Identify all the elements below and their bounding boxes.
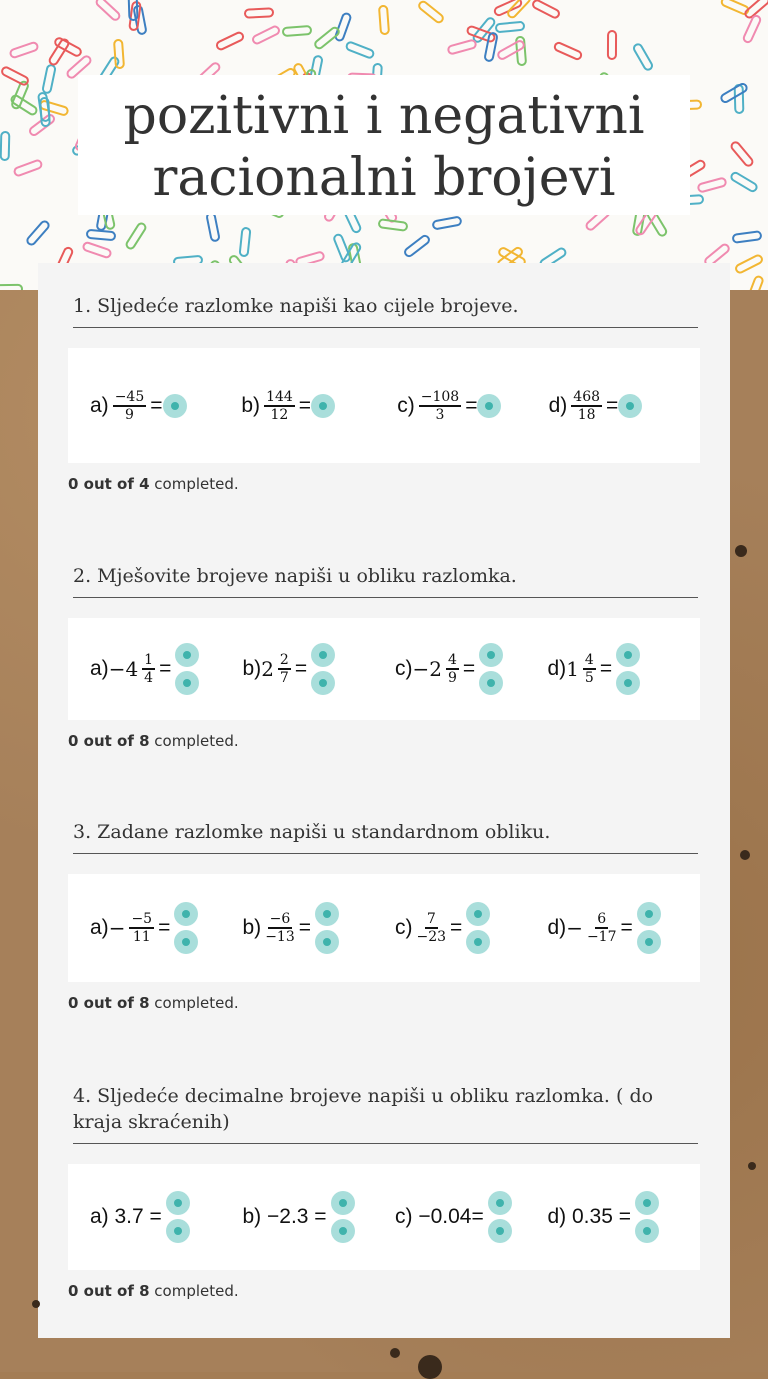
paperclip-icon	[250, 24, 281, 46]
denominator: −23	[416, 929, 447, 945]
question-1: 1. Sljedeće razlomke napiši kao cijele brojeve.	[73, 293, 698, 328]
numerator: 6	[597, 911, 607, 927]
paperclip-icon	[41, 64, 57, 95]
status-text: completed.	[149, 1282, 239, 1300]
numerator-answer-hotspot[interactable]	[635, 1191, 659, 1215]
numerator: 468	[573, 388, 601, 405]
denominator-answer-hotspot[interactable]	[616, 671, 640, 695]
paperclip-icon	[345, 40, 377, 60]
paperclip-icon	[128, 0, 139, 21]
paperclip-icon	[8, 40, 40, 59]
problem-label: c)	[395, 657, 413, 680]
numerator: 144	[266, 388, 293, 405]
paperclip-icon	[244, 7, 274, 19]
problem-label: b)	[241, 393, 261, 417]
fraction	[587, 911, 617, 945]
problem-label: b) −2.3 =	[242, 1205, 327, 1228]
numerator-answer-hotspot[interactable]	[637, 902, 661, 926]
question-4: 4. Sljedeće decimalne brojeve napiši u obliku razlomka. ( do kraja skraćenih)	[73, 1083, 698, 1144]
equals-sign: =	[159, 657, 172, 680]
whole-part: −2	[412, 657, 442, 681]
paperclip-icon	[607, 30, 617, 60]
completion-status	[68, 1282, 730, 1300]
cork-spot	[390, 1348, 400, 1358]
cork-spot	[740, 850, 750, 860]
fraction	[265, 911, 295, 945]
problem-item	[548, 1191, 693, 1243]
section-2	[38, 563, 730, 750]
completion-status	[68, 994, 730, 1012]
problem-item	[397, 389, 540, 423]
denominator-answer-hotspot[interactable]	[174, 930, 198, 954]
problem-label: a)	[90, 393, 109, 417]
fraction	[142, 652, 155, 686]
problem-image-1	[68, 348, 700, 463]
numerator: 7	[426, 911, 436, 927]
answer-hotspot[interactable]	[311, 394, 335, 418]
answer-hotspots	[637, 902, 661, 954]
whole-part: −	[108, 916, 126, 940]
whole-part: −	[566, 916, 583, 940]
whole-part: −4	[108, 657, 139, 681]
problem-label: d) 0.35 =	[547, 1205, 631, 1228]
paperclip-icon	[447, 38, 479, 56]
denominator-answer-hotspot[interactable]	[166, 1219, 190, 1243]
problem-item	[395, 643, 540, 695]
status-text: completed.	[149, 994, 239, 1012]
paperclip-icon	[205, 212, 221, 243]
denominator-answer-hotspot[interactable]	[175, 671, 199, 695]
numerator-answer-hotspot[interactable]	[175, 643, 199, 667]
numerator: −6	[269, 911, 291, 927]
equals-sign: =	[158, 916, 171, 939]
answer-hotspots	[488, 1191, 512, 1243]
answer-hotspots	[315, 902, 339, 954]
completion-status	[68, 475, 730, 493]
answer-hotspots	[166, 1191, 190, 1243]
numerator-answer-hotspot[interactable]	[174, 902, 198, 926]
question-2: 2. Mješovite brojeve napiši u obliku razlomka.	[73, 563, 698, 598]
cork-spot	[735, 545, 747, 557]
paperclip-icon	[0, 284, 23, 290]
paperclip-icon	[731, 230, 762, 244]
paperclip-icon	[37, 91, 51, 122]
problem-image-2	[68, 618, 700, 720]
status-count: 0 out of 8	[68, 732, 150, 750]
denominator: −17	[586, 929, 617, 945]
question-3: 3. Zadane razlomke napiši u standardnom obliku.	[73, 819, 698, 854]
paperclip-icon	[728, 170, 759, 194]
equals-sign: =	[150, 393, 163, 417]
denominator-answer-hotspot[interactable]	[315, 930, 339, 954]
cork-spot	[418, 1355, 442, 1379]
problem-label: d)	[547, 657, 567, 680]
answer-hotspots	[174, 902, 198, 954]
paperclip-icon	[214, 30, 245, 52]
fraction	[571, 389, 602, 423]
numerator-answer-hotspot[interactable]	[331, 1191, 355, 1215]
equals-sign: =	[294, 657, 308, 680]
paperclip-icon	[81, 241, 113, 260]
numerator-answer-hotspot[interactable]	[315, 902, 339, 926]
paperclip-icon	[377, 218, 408, 232]
answer-hotspots	[616, 643, 640, 695]
paperclip-icon	[378, 5, 390, 36]
section-3	[38, 819, 730, 1012]
paperclip-icon	[631, 41, 655, 72]
answer-hotspots	[331, 1191, 355, 1243]
problem-item	[90, 1191, 235, 1243]
status-text: completed.	[149, 732, 239, 750]
denominator: 11	[132, 929, 151, 945]
problem-label: a) 3.7 =	[90, 1205, 162, 1228]
numerator: −5	[131, 911, 153, 927]
numerator: 4	[447, 652, 457, 668]
numerator-answer-hotspot[interactable]	[488, 1191, 512, 1215]
paperclip-icon	[741, 13, 763, 44]
problem-item	[548, 643, 693, 695]
numerator: 1	[144, 652, 154, 668]
answer-hotspots	[466, 902, 490, 954]
problem-image-3	[68, 874, 700, 982]
section-4	[38, 1083, 730, 1300]
problem-label: d)	[548, 393, 568, 417]
problem-item	[90, 389, 233, 423]
denominator-answer-hotspot[interactable]	[466, 930, 490, 954]
paperclip-icon	[530, 0, 561, 21]
paperclip-icon	[733, 253, 764, 275]
whole-part: 1	[566, 657, 579, 681]
whole-part: 2	[261, 657, 274, 681]
denominator: 7	[279, 670, 289, 686]
problem-item	[395, 902, 540, 954]
problem-item	[90, 902, 235, 954]
numerator: 4	[584, 652, 594, 668]
denominator: 3	[435, 406, 445, 423]
paperclip-icon	[93, 0, 122, 23]
status-text: completed.	[149, 475, 239, 493]
numerator: −45	[114, 388, 145, 405]
paperclip-icon	[123, 220, 148, 251]
numerator-answer-hotspot[interactable]	[466, 902, 490, 926]
numerator-answer-hotspot[interactable]	[616, 643, 640, 667]
page-title: pozitivni i negativni racionalni brojevi	[78, 75, 690, 215]
numerator-answer-hotspot[interactable]	[311, 643, 335, 667]
denominator-answer-hotspot[interactable]	[479, 671, 503, 695]
worksheet-card	[38, 263, 730, 1338]
answer-hotspot[interactable]	[618, 394, 642, 418]
denominator: 5	[584, 670, 594, 686]
equals-sign: =	[599, 657, 613, 680]
numerator: −108	[420, 388, 460, 405]
denominator: 18	[577, 406, 596, 423]
section-1	[38, 293, 730, 493]
status-count: 0 out of 8	[68, 994, 150, 1012]
paperclip-icon	[12, 159, 44, 179]
equals-sign: =	[462, 657, 476, 680]
equals-sign: =	[606, 393, 619, 417]
paperclip-icon	[25, 219, 52, 248]
equals-sign: =	[298, 393, 312, 417]
problem-label: a)	[90, 916, 109, 939]
paperclip-icon	[745, 274, 765, 290]
paperclip-icon	[696, 176, 728, 194]
denominator: −13	[265, 929, 295, 945]
answer-hotspots	[479, 643, 503, 695]
problem-item	[243, 643, 388, 695]
paperclip-icon	[282, 25, 313, 37]
fraction	[417, 911, 447, 945]
problem-label: c) −0.04=	[395, 1205, 484, 1228]
answer-hotspot[interactable]	[163, 394, 187, 418]
cork-spot	[748, 1162, 756, 1170]
equals-sign: =	[620, 916, 633, 939]
status-count: 0 out of 8	[68, 1282, 150, 1300]
answer-hotspot[interactable]	[477, 394, 501, 418]
paperclip-icon	[495, 21, 526, 34]
answer-hotspots	[311, 643, 335, 695]
denominator-answer-hotspot[interactable]	[311, 671, 335, 695]
denominator-answer-hotspot[interactable]	[331, 1219, 355, 1243]
paperclip-icon	[552, 41, 583, 62]
answer-hotspots	[175, 643, 199, 695]
denominator-answer-hotspot[interactable]	[637, 930, 661, 954]
denominator: 9	[125, 406, 134, 423]
paperclip-icon	[0, 131, 10, 161]
fraction	[129, 911, 154, 945]
problem-item	[548, 902, 693, 954]
fraction	[113, 389, 147, 423]
cork-spot	[32, 1300, 40, 1308]
numerator: 2	[279, 652, 289, 668]
paperclip-icon	[728, 139, 755, 168]
equals-sign: =	[465, 393, 478, 417]
denominator-answer-hotspot[interactable]	[635, 1219, 659, 1243]
paperclip-icon	[403, 233, 433, 259]
problem-label: a)	[90, 657, 109, 680]
problem-label: c)	[395, 916, 413, 939]
problem-item	[90, 643, 235, 695]
problem-image-4	[68, 1164, 700, 1270]
answer-hotspots	[635, 1191, 659, 1243]
problem-label: b)	[242, 657, 262, 680]
numerator-answer-hotspot[interactable]	[166, 1191, 190, 1215]
problem-label: d)	[547, 916, 567, 939]
denominator: 9	[447, 670, 457, 686]
denominator-answer-hotspot[interactable]	[488, 1219, 512, 1243]
fraction	[264, 389, 295, 423]
problem-label: b)	[242, 916, 262, 939]
fraction	[278, 652, 291, 686]
paperclip-icon	[0, 65, 31, 88]
fraction	[419, 389, 461, 423]
completion-status	[68, 732, 730, 750]
paperclip-icon	[113, 38, 125, 69]
equals-sign: =	[450, 916, 463, 939]
paperclip-icon	[238, 226, 251, 257]
denominator: 4	[144, 670, 154, 686]
problem-item	[395, 1191, 540, 1243]
problem-item	[243, 902, 388, 954]
paperclip-icon	[416, 0, 446, 25]
problem-item	[549, 389, 692, 423]
fraction	[583, 652, 596, 686]
denominator: 12	[270, 406, 289, 423]
problem-item	[243, 1191, 388, 1243]
equals-sign: =	[298, 916, 311, 939]
paperclip-icon	[431, 215, 462, 230]
numerator-answer-hotspot[interactable]	[479, 643, 503, 667]
problem-item	[241, 389, 389, 423]
fraction	[446, 652, 459, 686]
status-count: 0 out of 4	[68, 475, 150, 493]
problem-label: c)	[397, 393, 415, 417]
